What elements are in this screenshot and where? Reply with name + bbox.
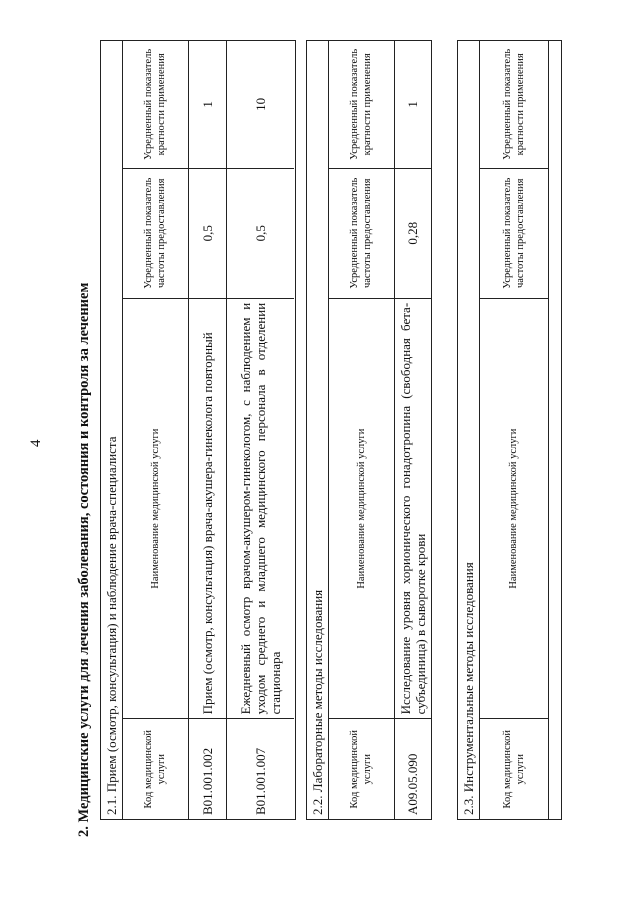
column-header-multiplicity: Усредненный показатель кратности применения bbox=[123, 41, 188, 168]
service-name: Исследование уровня хорионического гонадотропина (свободная бета-субъединица) в сыворотке крови bbox=[394, 298, 431, 719]
service-frequency: 0,28 bbox=[394, 168, 431, 298]
service-frequency: 0,5 bbox=[226, 168, 294, 298]
service-frequency: 0,5 bbox=[188, 168, 226, 298]
column-header-multiplicity: Усредненный показатель кратности применения bbox=[329, 41, 394, 168]
column-header-code: Код медицинской услуги bbox=[480, 719, 548, 819]
subsection-title: 2.1. Прием (осмотр, консультация) и наблюдение врача-специалиста bbox=[101, 41, 123, 819]
column-header-frequency: Усредненный показатель частоты предоставления bbox=[329, 168, 394, 298]
section-2-3-table bbox=[457, 40, 562, 820]
service-code: B01.001.002 bbox=[188, 719, 226, 819]
services-table bbox=[329, 41, 431, 819]
section-2-1-table bbox=[100, 40, 296, 820]
section-2-2-table bbox=[306, 40, 432, 820]
service-code: B01.001.007 bbox=[226, 719, 294, 819]
table-row bbox=[188, 41, 226, 819]
section-title: 2. Медицинские услуги для лечения заболевания, состояния и контроля за лечением bbox=[76, 282, 92, 837]
column-header-code: Код медицинской услуги bbox=[123, 719, 188, 819]
service-name: Прием (осмотр, консультация) врача-акушера-гинеколога повторный bbox=[188, 298, 226, 719]
column-header-multiplicity: Усредненный показатель кратности применения bbox=[480, 41, 548, 168]
services-table bbox=[480, 41, 549, 819]
column-header-code: Код медицинской услуги bbox=[329, 719, 394, 819]
service-name: Ежедневный осмотр врачом-акушером-гинекологом, с наблюдением и уходом среднего и младшего медицинского персонала в отделении стационара bbox=[226, 298, 294, 719]
page-number: 4 bbox=[28, 439, 44, 447]
services-table bbox=[123, 41, 294, 819]
table-row bbox=[394, 41, 431, 819]
column-header-name: Наименование медицинской услуги bbox=[480, 298, 548, 719]
service-code: A09.05.090 bbox=[394, 719, 431, 819]
table-row bbox=[226, 41, 294, 819]
table-header-row bbox=[123, 41, 188, 819]
service-multiplicity: 1 bbox=[188, 41, 226, 168]
subsection-title: 2.3. Инструментальные методы исследования bbox=[458, 41, 480, 819]
column-header-frequency: Усредненный показатель частоты предоставления bbox=[480, 168, 548, 298]
column-header-name: Наименование медицинской услуги bbox=[123, 298, 188, 719]
table-header-row bbox=[329, 41, 394, 819]
service-multiplicity: 10 bbox=[226, 41, 294, 168]
service-multiplicity: 1 bbox=[394, 41, 431, 168]
subsection-title: 2.2. Лабораторные методы исследования bbox=[307, 41, 329, 819]
table-header-row bbox=[480, 41, 548, 819]
column-header-name: Наименование медицинской услуги bbox=[329, 298, 394, 719]
column-header-frequency: Усредненный показатель частоты предоставления bbox=[123, 168, 188, 298]
